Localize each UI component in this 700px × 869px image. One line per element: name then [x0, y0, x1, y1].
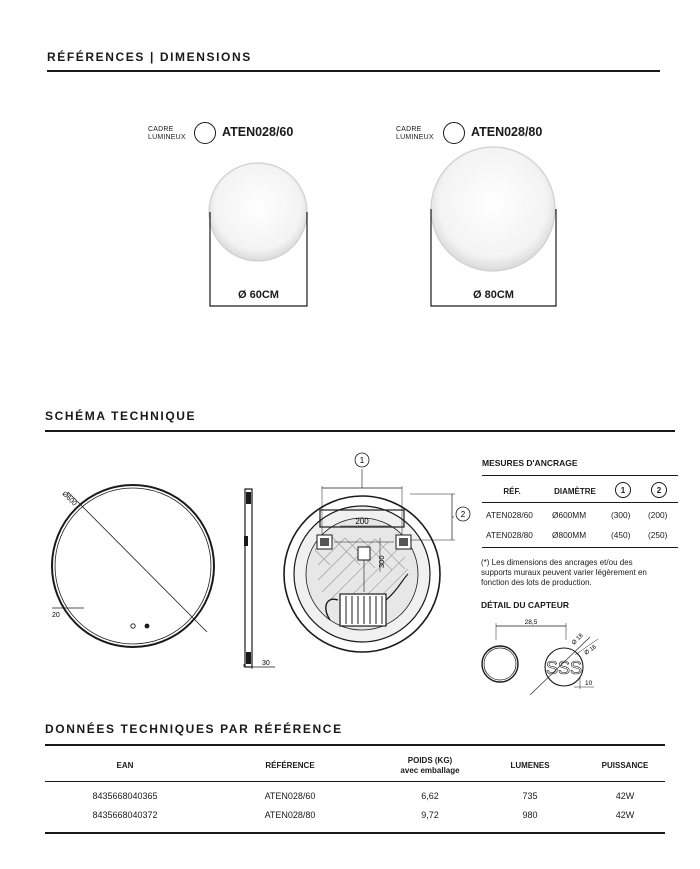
sensor-d18-label: Ø 18 — [571, 632, 585, 647]
back-height-label: 300 — [377, 555, 386, 568]
tech-cell-ean: 8435668040372 — [92, 810, 158, 820]
ancrage-note — [481, 558, 691, 588]
product-ref: ATEN028/60 — [222, 125, 294, 139]
tech-cell-poids: 6,62 — [421, 791, 439, 801]
section-rule — [45, 430, 675, 432]
section-title-donnees: DONNÉES TECHNIQUES PAR RÉFÉRENCE — [45, 722, 343, 736]
mirror-60 — [209, 163, 307, 261]
mirror-illustrations — [0, 0, 700, 360]
tech-cell-lumenes: 980 — [522, 810, 538, 820]
front-offset-label: 20 — [52, 612, 60, 619]
frame-label-line2: LUMINEUX — [148, 134, 186, 141]
frame-label-line1: CADRE — [396, 126, 422, 133]
ancrage-header-1: 1 — [620, 486, 626, 495]
tech-rule-bottom — [45, 832, 665, 834]
tech-cell-puissance: 42W — [615, 810, 635, 820]
ancrage-cell: ATEN028/60 — [486, 510, 533, 520]
back-width-label: 200 — [355, 517, 369, 526]
tech-cell-ean: 8435668040365 — [92, 791, 158, 801]
diameter-label-80: Ø 80CM — [473, 289, 514, 301]
capteur-title: DÉTAIL DU CAPTEUR — [481, 600, 569, 610]
sensor-d16-label: Ø 16 — [583, 644, 598, 657]
section-title-references: RÉFÉRENCES | DIMENSIONS — [47, 50, 252, 64]
tech-rule — [45, 781, 665, 782]
sensor-depth-label: 10 — [585, 680, 593, 687]
tech-cell-lumenes: 735 — [522, 791, 538, 801]
product-ref: ATEN028/80 — [471, 125, 543, 139]
sensor-ring — [482, 646, 518, 682]
section-title-schema: SCHÉMA TECHNIQUE — [45, 409, 197, 423]
technical-schema-drawing — [0, 440, 480, 680]
tech-cell-poids: 9,72 — [421, 810, 439, 820]
front-view — [52, 485, 214, 647]
back-view — [284, 469, 455, 652]
ancrage-cell: (450) — [611, 530, 631, 540]
callout-1-label: 1 — [359, 456, 365, 465]
tech-header-poids — [380, 756, 480, 776]
front-diameter-label: Ø600 — [60, 490, 78, 508]
touch-button-icon — [145, 624, 150, 629]
ancrage-header-ref: RÉF. — [503, 487, 521, 496]
tech-cell-puissance: 42W — [615, 791, 635, 801]
ancrage-cell: ATEN028/80 — [486, 530, 533, 540]
side-depth-label: 30 — [262, 660, 270, 667]
tech-header-reference: RÉFÉRENCE — [265, 761, 315, 770]
section-rule — [45, 744, 665, 746]
frame-label-line2: LUMINEUX — [396, 134, 434, 141]
ancrage-header-2: 2 — [656, 486, 662, 495]
ancrage-note-line: supports muraux peuvent varier légèrement en — [481, 568, 647, 577]
ancrage-cell: (200) — [648, 510, 668, 520]
sensor-width-label: 28,5 — [524, 619, 538, 626]
tech-header-poids-line1: POIDS (KG) — [407, 756, 453, 765]
ancrage-rule — [482, 475, 678, 476]
sensor-detail-drawing — [470, 615, 620, 695]
touch-button-icon — [131, 624, 135, 628]
driver-box — [340, 594, 386, 626]
ancrage-header-diameter: DIAMÈTRE — [554, 487, 596, 496]
tech-header-ean: EAN — [116, 761, 134, 770]
tech-header-puissance: PUISSANCE — [601, 761, 649, 770]
ancrage-title: MESURES D'ANCRAGE — [482, 458, 578, 468]
frame-label-line1: CADRE — [148, 126, 174, 133]
tech-header-poids-line2: avec emballage — [400, 766, 460, 775]
callout-2-label: 2 — [460, 510, 466, 519]
side-view — [244, 489, 275, 669]
tech-cell-reference: ATEN028/80 — [264, 810, 316, 820]
sensor-face-glyph: SSS — [545, 658, 583, 678]
ancrage-cell: Ø600MM — [552, 510, 587, 520]
diameter-label-60: Ø 60CM — [238, 289, 279, 301]
ancrage-note-line: fonction des lots de production. — [481, 578, 592, 587]
ancrage-note-line: (*) Les dimensions des ancrages et/ou des — [481, 558, 633, 567]
ancrage-cell: Ø800MM — [552, 530, 587, 540]
ancrage-rule — [482, 502, 678, 503]
ancrage-rule — [482, 547, 678, 548]
ancrage-cell: (250) — [648, 530, 668, 540]
tech-header-lumenes: LUMENES — [510, 761, 550, 770]
mirror-80 — [431, 147, 555, 271]
ancrage-cell: (300) — [611, 510, 631, 520]
tech-cell-reference: ATEN028/60 — [264, 791, 316, 801]
